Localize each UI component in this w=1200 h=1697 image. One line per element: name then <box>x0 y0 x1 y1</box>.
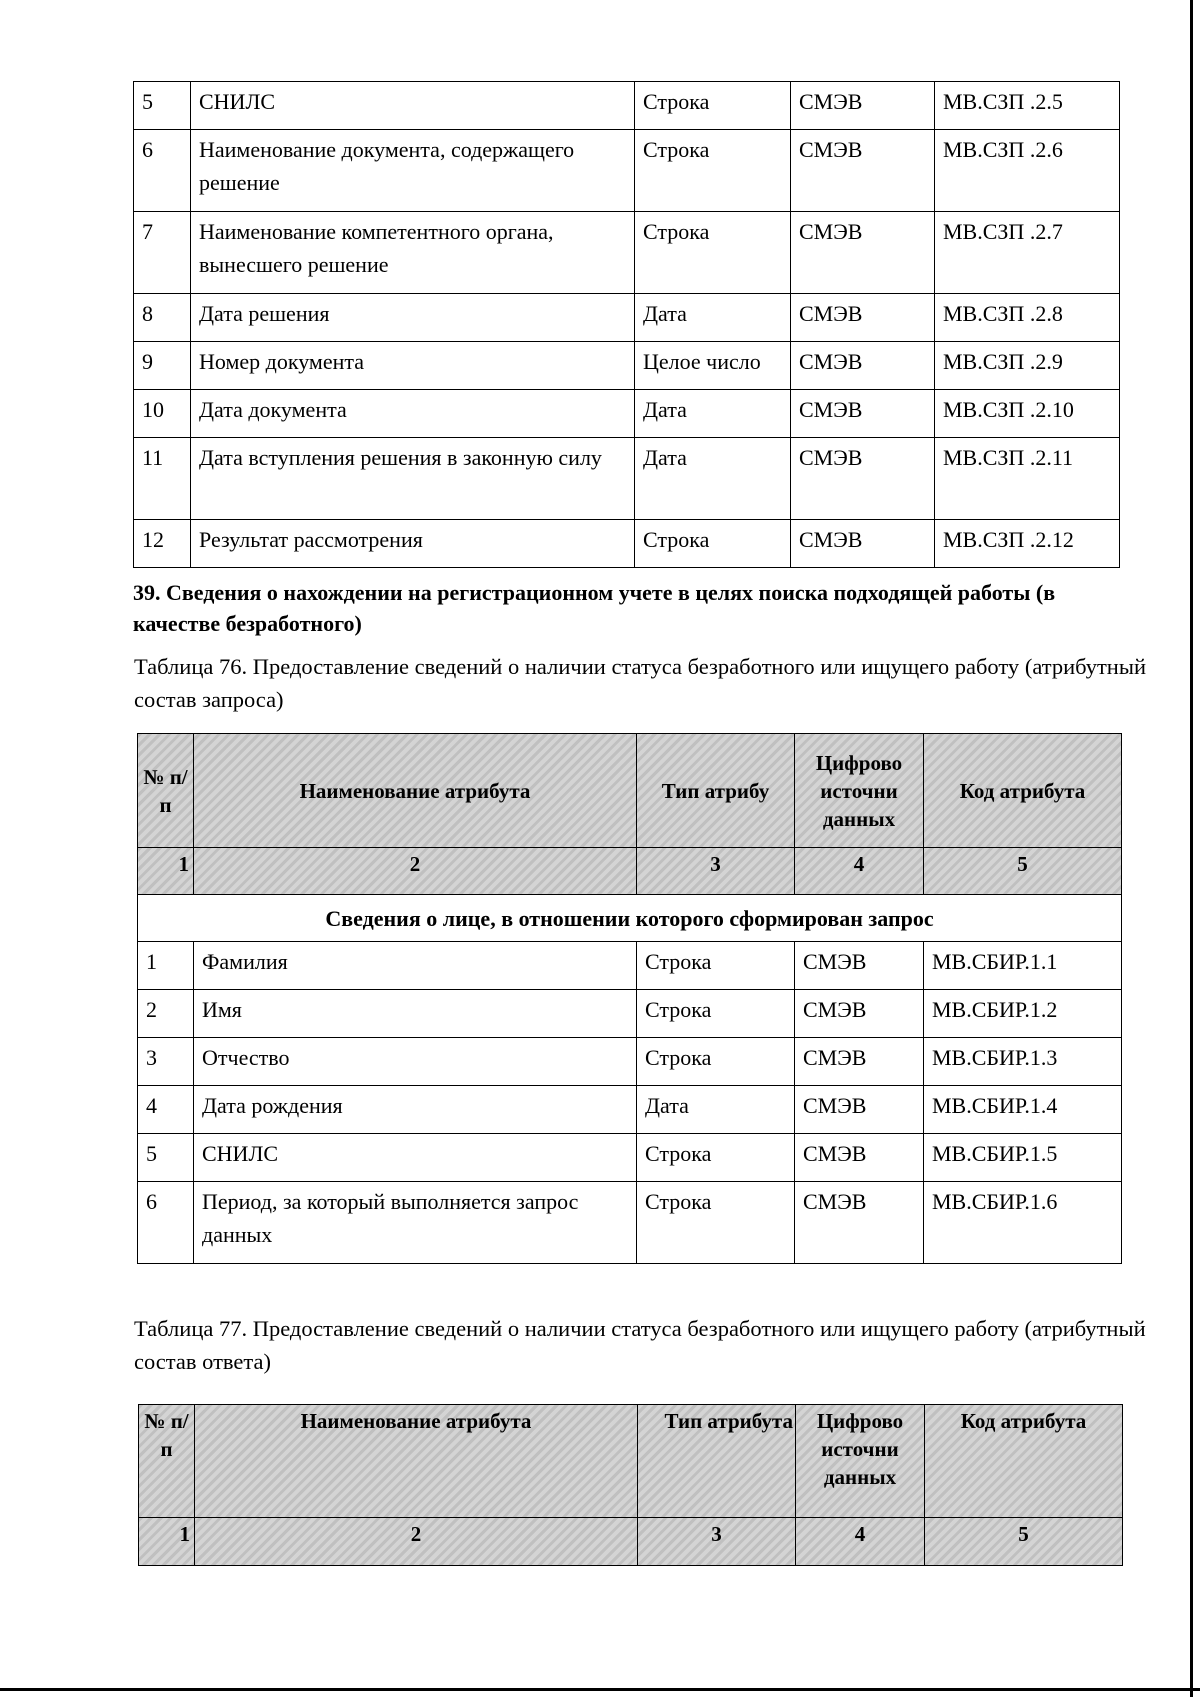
header-attribute-type: Тип атрибута <box>638 1405 796 1518</box>
row-number: 11 <box>134 438 191 520</box>
table-header-row <box>138 734 1122 848</box>
attribute-code: МВ.СБИР.1.2 <box>924 990 1122 1038</box>
attribute-name: Дата решения <box>191 294 635 342</box>
table-76 <box>137 733 1122 1264</box>
column-number: 4 <box>795 848 924 895</box>
column-number-row <box>139 1518 1123 1566</box>
row-number: 5 <box>138 1134 194 1182</box>
table-row <box>134 438 1120 520</box>
header-number: № п/п <box>138 734 194 848</box>
data-source: СМЭВ <box>795 990 924 1038</box>
header-attribute-code: Код атрибута <box>925 1405 1123 1518</box>
attribute-code: МВ.СБИР.1.1 <box>924 942 1122 990</box>
header-data-source: Цифрово источни данных <box>795 734 924 848</box>
row-number: 7 <box>134 212 191 294</box>
attribute-name: Дата вступления решения в законную силу <box>191 438 635 520</box>
attribute-name: Результат рассмотрения <box>191 520 635 568</box>
row-number: 6 <box>138 1182 194 1264</box>
column-number: 5 <box>924 848 1122 895</box>
column-number: 4 <box>796 1518 925 1566</box>
table-row <box>134 390 1120 438</box>
table-row <box>134 130 1120 212</box>
attribute-type: Целое число <box>635 342 791 390</box>
attribute-name: Фамилия <box>194 942 637 990</box>
attribute-name: Наименование документа, содержащего решение <box>191 130 635 212</box>
attribute-code: МВ.СЗП .2.5 <box>935 82 1120 130</box>
attribute-type: Дата <box>637 1086 795 1134</box>
data-source: СМЭВ <box>791 342 935 390</box>
column-number: 5 <box>925 1518 1123 1566</box>
attribute-code: МВ.СЗП .2.10 <box>935 390 1120 438</box>
table-row <box>138 990 1122 1038</box>
header-data-source: Цифрово источни данных <box>796 1405 925 1518</box>
header-attribute-type: Тип атрибу <box>637 734 795 848</box>
row-number: 12 <box>134 520 191 568</box>
attribute-code: МВ.СЗП .2.11 <box>935 438 1120 520</box>
attribute-name: СНИЛС <box>194 1134 637 1182</box>
attribute-name: Номер документа <box>191 342 635 390</box>
data-source: СМЭВ <box>791 390 935 438</box>
section-heading: 39. Сведения о нахождении на регистрационном учете в целях поиска подходящей работы (в качестве безработного) <box>133 580 1056 636</box>
table-row <box>138 1182 1122 1264</box>
attribute-code: МВ.СЗП .2.7 <box>935 212 1120 294</box>
attribute-code: МВ.СЗП .2.9 <box>935 342 1120 390</box>
column-number: 3 <box>638 1518 796 1566</box>
attribute-code: МВ.СБИР.1.5 <box>924 1134 1122 1182</box>
attribute-type: Строка <box>635 82 791 130</box>
column-number: 2 <box>195 1518 638 1566</box>
table-row <box>138 1086 1122 1134</box>
group-title: Сведения о лице, в отношении которого сформирован запрос <box>138 895 1122 942</box>
attribute-name: Дата документа <box>191 390 635 438</box>
table-row <box>134 212 1120 294</box>
attribute-name: Дата рождения <box>194 1086 637 1134</box>
data-source: СМЭВ <box>795 1086 924 1134</box>
row-number: 8 <box>134 294 191 342</box>
row-number: 6 <box>134 130 191 212</box>
row-number: 2 <box>138 990 194 1038</box>
row-number: 5 <box>134 82 191 130</box>
row-number: 10 <box>134 390 191 438</box>
attribute-type: Дата <box>635 390 791 438</box>
attribute-code: МВ.СБИР.1.3 <box>924 1038 1122 1086</box>
data-source: СМЭВ <box>791 82 935 130</box>
data-source: СМЭВ <box>795 1038 924 1086</box>
column-number: 3 <box>637 848 795 895</box>
attribute-type: Строка <box>637 1038 795 1086</box>
data-source: СМЭВ <box>795 1134 924 1182</box>
table-77-caption: Таблица 77. Предоставление сведений о наличии статуса безработного или ищущего работу (атрибутный состав ответа) <box>134 1316 1146 1374</box>
attribute-type: Строка <box>637 942 795 990</box>
page-edge-right <box>1190 0 1193 1697</box>
attribute-type: Дата <box>635 438 791 520</box>
attribute-type: Строка <box>635 520 791 568</box>
attribute-code: МВ.СЗП .2.12 <box>935 520 1120 568</box>
attribute-type: Строка <box>637 990 795 1038</box>
table-row <box>134 520 1120 568</box>
table-row <box>138 1038 1122 1086</box>
table-76-caption: Таблица 76. Предоставление сведений о наличии статуса безработного или ищущего работу (атрибутный состав запроса) <box>134 654 1146 712</box>
table-row <box>134 82 1120 130</box>
attribute-code: МВ.СБИР.1.6 <box>924 1182 1122 1264</box>
row-number: 9 <box>134 342 191 390</box>
table-row <box>134 294 1120 342</box>
column-number: 1 <box>138 848 194 895</box>
row-number: 4 <box>138 1086 194 1134</box>
column-number: 2 <box>194 848 637 895</box>
data-source: СМЭВ <box>795 942 924 990</box>
data-source: СМЭВ <box>791 520 935 568</box>
table-row <box>138 942 1122 990</box>
attribute-code: МВ.СБИР.1.4 <box>924 1086 1122 1134</box>
attribute-name: СНИЛС <box>191 82 635 130</box>
data-source: СМЭВ <box>791 212 935 294</box>
data-source: СМЭВ <box>795 1182 924 1264</box>
column-number: 1 <box>139 1518 195 1566</box>
header-attribute-code: Код атрибута <box>924 734 1122 848</box>
table-header-row <box>139 1405 1123 1518</box>
attribute-type: Строка <box>635 212 791 294</box>
continued-attributes-table <box>133 81 1120 568</box>
attribute-type: Строка <box>637 1182 795 1264</box>
group-title-row <box>138 895 1122 942</box>
attribute-type: Дата <box>635 294 791 342</box>
header-number: № п/п <box>139 1405 195 1518</box>
attribute-name: Отчество <box>194 1038 637 1086</box>
attribute-name: Период, за который выполняется запрос данных <box>194 1182 637 1264</box>
row-number: 1 <box>138 942 194 990</box>
data-source: СМЭВ <box>791 438 935 520</box>
attribute-code: МВ.СЗП .2.8 <box>935 294 1120 342</box>
table-77 <box>138 1404 1123 1566</box>
page-edge-bottom <box>0 1688 1200 1691</box>
attribute-code: МВ.СЗП .2.6 <box>935 130 1120 212</box>
data-source: СМЭВ <box>791 130 935 212</box>
attribute-name: Имя <box>194 990 637 1038</box>
column-number-row <box>138 848 1122 895</box>
data-source: СМЭВ <box>791 294 935 342</box>
header-attribute-name: Наименование атрибута <box>194 734 637 848</box>
row-number: 3 <box>138 1038 194 1086</box>
table-row <box>134 342 1120 390</box>
attribute-name: Наименование компетентного органа, вынесшего решение <box>191 212 635 294</box>
header-attribute-name: Наименование атрибута <box>195 1405 638 1518</box>
attribute-type: Строка <box>635 130 791 212</box>
table-row <box>138 1134 1122 1182</box>
attribute-type: Строка <box>637 1134 795 1182</box>
